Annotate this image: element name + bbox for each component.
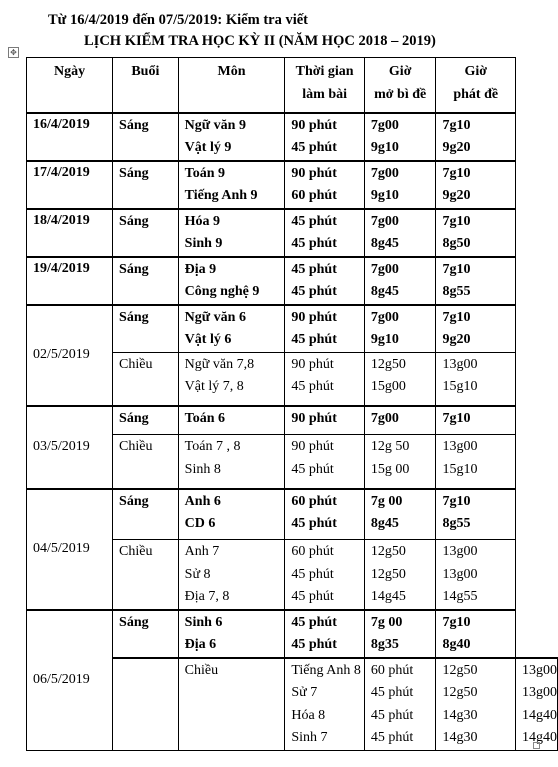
duration-cell-line: 90 phút (291, 117, 337, 133)
duration-cell-line: 45 phút (291, 589, 334, 604)
subject-cell-line: Địa 9 (184, 261, 217, 277)
subject-cell (178, 489, 285, 540)
issue-time-cell-line: 13g00 (522, 685, 557, 700)
session-cell: Sáng (113, 489, 179, 540)
open-time-cell (364, 435, 436, 489)
schedule-title: LỊCH KIỂM TRA HỌC KỲ II (NĂM HỌC 2018 – 2019) (84, 33, 436, 49)
subject-cell-line: Sinh 6 (184, 614, 223, 630)
duration-cell-line: 90 phút (291, 411, 337, 426)
open-time-cell-line: 14g30 (442, 730, 478, 745)
open-time-cell (436, 658, 516, 751)
subject-cell-line: Công nghệ 9 (184, 284, 260, 299)
header-date: Ngày (27, 58, 113, 113)
issue-time-cell-line: 7g10 (442, 493, 471, 509)
subject-cell-line: Ngữ văn 9 (184, 117, 246, 133)
open-time-cell-line: 14g30 (442, 707, 478, 723)
duration-cell-line: 45 phút (291, 140, 337, 155)
duration-cell-line: 90 phút (291, 165, 337, 181)
duration-cell-line: 45 phút (291, 516, 337, 531)
open-time-cell-line: 15g 00 (370, 461, 410, 477)
session-cell: Sáng (113, 305, 179, 353)
session-cell: Chiều (113, 435, 179, 489)
issue-time-cell (436, 540, 516, 610)
open-time-cell (364, 305, 436, 353)
subject-cell-line: CD 6 (184, 516, 216, 531)
duration-cell-line: 60 phút (291, 493, 337, 509)
date-cell: 18/4/2019 (27, 209, 113, 257)
open-time-cell-line: 7g00 (370, 117, 399, 133)
issue-time-cell (436, 305, 516, 353)
duration-cell (285, 305, 365, 353)
session-cell: Sáng (113, 610, 179, 658)
issue-time-cell (516, 658, 558, 751)
open-time-cell-line: 7g 00 (370, 614, 403, 630)
session-cell: Chiều (178, 658, 285, 751)
open-time-cell-line: 7g00 (370, 309, 399, 325)
issue-time-cell-line: 9g20 (442, 332, 471, 347)
subject-cell-line: Toán 6 (184, 411, 226, 426)
subject-cell-line: Tiếng Anh 8 (291, 662, 361, 678)
duration-cell (285, 489, 365, 540)
open-time-cell-line: 8g45 (370, 516, 399, 531)
subject-cell-line: Sinh 8 (184, 461, 221, 477)
open-time-cell-line: 14g45 (370, 589, 406, 604)
header-row (27, 58, 558, 113)
open-time-cell-line: 12g 50 (370, 439, 410, 454)
subject-cell (178, 113, 285, 161)
duration-cell-line: 60 phút (291, 188, 337, 203)
table-row (27, 305, 558, 353)
open-time-cell-line: 8g35 (370, 637, 399, 652)
open-time-cell (364, 113, 436, 161)
issue-time-cell (436, 209, 516, 257)
duration-cell-line: 45 phút (370, 685, 414, 700)
duration-cell-line: 90 phút (291, 356, 334, 372)
subject-cell-line: Địa 6 (184, 637, 217, 652)
issue-time-cell-line: 13g00 (522, 662, 557, 678)
issue-time-cell-line: 8g55 (442, 516, 471, 531)
open-time-cell-line: 7g00 (370, 165, 399, 181)
open-time-cell-line: 12g50 (370, 566, 406, 582)
issue-time-cell (436, 257, 516, 305)
subject-cell (178, 610, 285, 658)
subject-cell-line: Địa 7, 8 (184, 589, 230, 604)
date-cell: 06/5/2019 (27, 610, 113, 751)
issue-time-cell-line: 8g55 (442, 284, 471, 299)
duration-cell-line: 45 phút (291, 236, 337, 251)
open-time-cell-line: 15g00 (370, 379, 406, 394)
duration-cell-line: 45 phút (291, 461, 334, 477)
table-row (27, 209, 558, 257)
header-subject: Môn (178, 58, 285, 113)
open-time-cell-line: 9g10 (370, 332, 399, 347)
date-cell: 19/4/2019 (27, 257, 113, 305)
table-row (27, 610, 558, 658)
duration-cell-line: 60 phút (370, 662, 414, 678)
issue-time-cell-line: 7g10 (442, 309, 471, 325)
duration-cell-line: 45 phút (291, 379, 334, 394)
duration-cell-line: 60 phút (291, 544, 334, 559)
issue-time-cell (436, 435, 516, 489)
issue-time-cell-line: 15g10 (442, 379, 478, 394)
issue-time-cell (436, 489, 516, 540)
duration-cell-line: 45 phút (291, 332, 337, 347)
date-cell: 03/5/2019 (27, 406, 113, 489)
subject-cell (178, 209, 285, 257)
open-time-cell (364, 161, 436, 209)
duration-cell-line: 90 phút (291, 309, 337, 325)
subject-cell-line: Tiếng Anh 9 (184, 188, 258, 203)
subject-cell-line: Toán 9 (184, 165, 226, 181)
date-cell: 17/4/2019 (27, 161, 113, 209)
duration-cell (285, 610, 365, 658)
issue-time-cell (436, 352, 516, 406)
open-time-cell (364, 610, 436, 658)
duration-cell (285, 209, 365, 257)
duration-cell (285, 257, 365, 305)
open-time-cell-line: 12g50 (442, 662, 478, 678)
issue-time-cell-line: 14g40 (522, 730, 557, 745)
table-row (27, 257, 558, 305)
session-cell: Sáng (113, 113, 179, 161)
duration-cell-line: 45 phút (370, 730, 414, 745)
issue-time-cell (436, 610, 516, 658)
issue-time-cell-line: 7g10 (442, 614, 471, 630)
session-cell: Chiều (113, 352, 179, 406)
issue-time-cell-line: 8g50 (442, 236, 471, 251)
issue-time-cell-line: 8g40 (442, 637, 471, 652)
duration-cell-line: 45 phút (291, 284, 337, 299)
open-time-cell-line: 7g00 (370, 261, 399, 277)
duration-cell-line: 45 phút (370, 707, 414, 723)
issue-time-cell-line: 7g10 (442, 261, 471, 277)
session-cell: Sáng (113, 406, 179, 435)
duration-cell-line: 90 phút (291, 439, 334, 454)
issue-time-cell-line: 15g10 (442, 461, 478, 477)
issue-time-cell-line: 13g00 (442, 439, 478, 454)
table-row (27, 161, 558, 209)
table-move-handle-icon[interactable]: ✥ (8, 47, 19, 58)
open-time-cell (364, 406, 436, 435)
date-cell: 02/5/2019 (27, 305, 113, 407)
open-time-cell-line: 8g45 (370, 284, 399, 299)
issue-time-cell-line: 7g10 (442, 117, 471, 133)
duration-cell (285, 540, 365, 610)
subject-cell-line: Sinh 7 (291, 730, 328, 745)
open-time-cell-line: 7g00 (370, 411, 399, 426)
issue-time-cell-line: 7g10 (442, 411, 471, 426)
header-open-time: Giờ mở bì đề (364, 58, 436, 113)
subject-cell (178, 305, 285, 353)
subject-cell-line: Hóa 9 (184, 213, 221, 229)
subject-cell (178, 435, 285, 489)
session-cell: Sáng (113, 257, 179, 305)
issue-time-cell-line: 7g10 (442, 213, 471, 229)
issue-time-cell-line: 9g20 (442, 188, 471, 203)
subject-cell-line: Anh 7 (184, 544, 220, 559)
subject-cell-line: Toán 7 , 8 (184, 439, 241, 454)
header-duration: Thời gian làm bài (285, 58, 365, 113)
open-time-cell-line: 12g50 (442, 685, 478, 700)
duration-cell-line: 45 phút (291, 213, 337, 229)
subject-cell (178, 352, 285, 406)
open-time-cell (364, 489, 436, 540)
exam-period-line: Từ 16/4/2019 đến 07/5/2019: Kiểm tra viết (48, 12, 309, 28)
issue-time-cell-line: 13g00 (442, 544, 478, 559)
subject-cell (285, 658, 365, 751)
issue-time-cell-line: 14g55 (442, 589, 478, 604)
duration-cell-line: 45 phút (291, 566, 334, 582)
open-time-cell-line: 7g00 (370, 213, 399, 229)
subject-cell-line: Ngữ văn 6 (184, 309, 246, 325)
table-row (27, 113, 558, 161)
subject-cell (178, 257, 285, 305)
table-row (27, 406, 558, 435)
open-time-cell-line: 9g10 (370, 188, 399, 203)
subject-cell-line: Sử 7 (291, 685, 318, 700)
issue-time-cell (436, 406, 516, 435)
date-cell: 16/4/2019 (27, 113, 113, 161)
subject-cell (178, 540, 285, 610)
open-time-cell-line: 8g45 (370, 236, 399, 251)
date-cell-empty (113, 658, 179, 751)
open-time-cell-line: 12g50 (370, 356, 406, 372)
duration-cell (285, 113, 365, 161)
end-of-cell-mark (533, 742, 540, 749)
open-time-cell-line: 12g50 (370, 544, 406, 559)
duration-cell (285, 161, 365, 209)
subject-cell-line: Vật lý 9 (184, 140, 232, 155)
date-cell: 04/5/2019 (27, 489, 113, 610)
subject-cell (178, 161, 285, 209)
duration-cell-line: 45 phút (291, 637, 337, 652)
subject-cell-line: Vật lý 7, 8 (184, 379, 244, 394)
duration-cell (364, 658, 436, 751)
header-issue-time: Giờ phát đề (436, 58, 516, 113)
subject-cell-line: Anh 6 (184, 493, 221, 509)
issue-time-cell (436, 161, 516, 209)
open-time-cell (364, 352, 436, 406)
duration-cell-line: 45 phút (291, 261, 337, 277)
session-cell: Sáng (113, 209, 179, 257)
duration-cell-line: 45 phút (291, 614, 337, 630)
issue-time-cell-line: 9g20 (442, 140, 471, 155)
session-cell: Sáng (113, 161, 179, 209)
open-time-cell-line: 7g 00 (370, 493, 403, 509)
table-row (27, 489, 558, 540)
issue-time-cell-line: 7g10 (442, 165, 471, 181)
open-time-cell (364, 209, 436, 257)
exam-schedule-table (26, 57, 558, 751)
subject-cell-line: Sinh 9 (184, 236, 223, 251)
duration-cell (285, 435, 365, 489)
open-time-cell (364, 540, 436, 610)
issue-time-cell (436, 113, 516, 161)
subject-cell-line: Hóa 8 (291, 707, 326, 723)
subject-cell (178, 406, 285, 435)
duration-cell (285, 406, 365, 435)
issue-time-cell-line: 13g00 (442, 356, 478, 372)
open-time-cell-line: 9g10 (370, 140, 399, 155)
issue-time-cell-line: 14g40 (522, 707, 557, 723)
subject-cell-line: Sử 8 (184, 566, 211, 582)
duration-cell (285, 352, 365, 406)
open-time-cell (364, 257, 436, 305)
session-cell: Chiều (113, 540, 179, 610)
subject-cell-line: Vật lý 6 (184, 332, 232, 347)
issue-time-cell-line: 13g00 (442, 566, 478, 582)
subject-cell-line: Ngữ văn 7,8 (184, 356, 255, 372)
schedule-body (27, 113, 558, 751)
header-session: Buổi (113, 58, 179, 113)
